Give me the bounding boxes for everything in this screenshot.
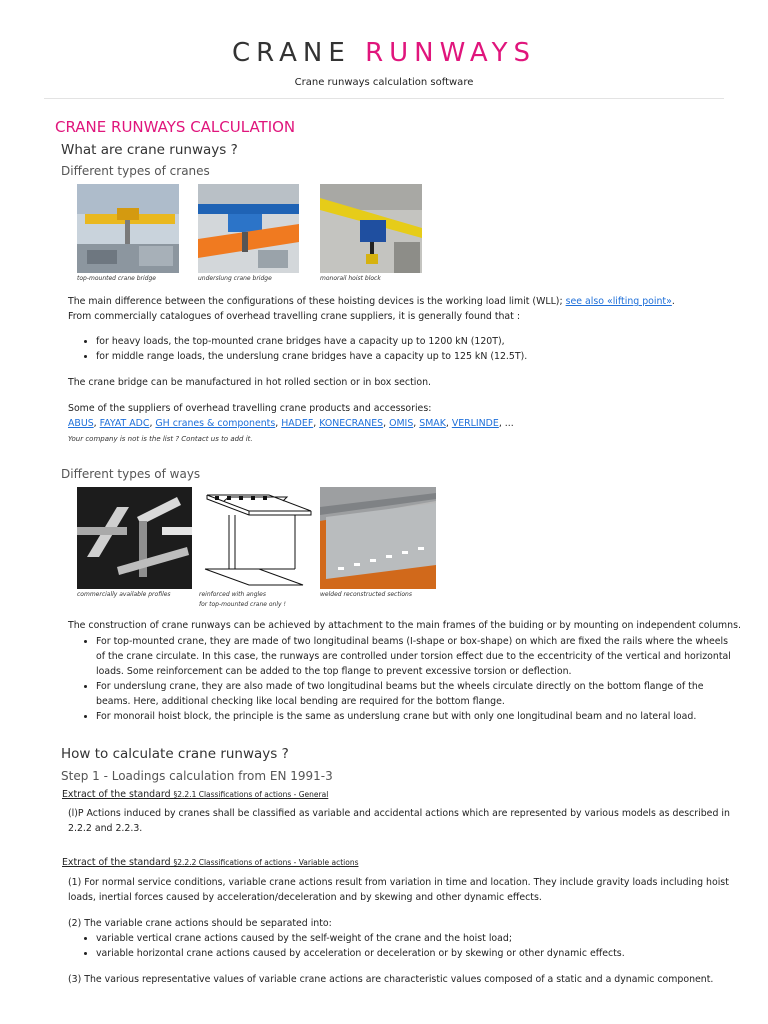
page-title: CRANE RUNWAYS CALCULATION — [55, 118, 296, 136]
step1-heading: Step 1 - Loadings calculation from EN 1991-3 — [61, 769, 333, 783]
logo-word-crane: CRANE — [231, 38, 351, 68]
supplier-link-konecranes[interactable]: KONECRANES — [319, 418, 384, 429]
site-header — [0, 0, 768, 88]
underslung-crane-photo — [198, 184, 299, 273]
extract2-paragraph-2: (2) The variable crane actions should be separated into: — [68, 918, 332, 929]
paragraph-suppliers: Some of the suppliers of overhead travelling crane products and accessories: — [68, 403, 432, 414]
runway-types-list — [68, 634, 736, 724]
supplier-link-smak[interactable]: SMAK — [419, 418, 446, 429]
reinforced-beam-drawing — [199, 487, 314, 589]
figure-caption: reinforced with angles — [199, 591, 266, 598]
paragraph-text: . — [671, 296, 675, 307]
monorail-hoist-photo — [320, 184, 422, 273]
figure-caption: top-mounted crane bridge — [77, 275, 156, 282]
top-mounted-crane-photo — [77, 184, 179, 273]
steel-profiles-photo — [77, 487, 192, 589]
subheading-crane-types: Different types of cranes — [61, 164, 210, 178]
figure-caption: welded reconstructed sections — [320, 591, 412, 598]
supplier-links: ABUS, FAYAT ADC, GH cranes & components, HADEF, KONECRANES, OMIS, SMAK, VERLINDE, ... — [68, 418, 514, 429]
supplier-link-omis[interactable]: OMIS — [389, 418, 414, 429]
list-item: • variable vertical crane actions caused by the self-weight of the crane and the hoist load; — [96, 931, 625, 946]
header-divider — [44, 98, 724, 99]
paragraph-manufacture: The crane bridge can be manufactured in hot rolled section or in box section. — [68, 377, 432, 388]
subheading-way-types: Different types of ways — [61, 467, 201, 481]
supplier-link-gh[interactable]: GH cranes & components — [155, 418, 276, 429]
crane-actions-list — [68, 931, 625, 961]
supplier-ellipsis: ... — [504, 418, 514, 429]
extract-label: Extract of the standard — [62, 857, 171, 868]
capacity-list — [68, 334, 527, 364]
list-item: • For monorail hoist block, the principle is the same as underslung crane but with only one longitudinal beam and no lateral load. — [96, 709, 736, 724]
extract2-heading — [62, 857, 358, 868]
extract2-paragraph-3: (3) The various representative values of variable crane actions are characteristic values composed of a static and a dynamic component. — [68, 974, 714, 985]
site-tagline: Crane runways calculation software — [294, 77, 474, 88]
figure-caption-note: for top-mounted crane only ! — [199, 601, 286, 608]
extract-reference: §2.2.1 Classifications of actions - General — [173, 790, 329, 799]
site-logo[interactable] — [0, 38, 768, 68]
figure-caption: underslung crane bridge — [198, 275, 272, 282]
extract1-text: (l)P Actions induced by cranes shall be classified as variable and accidental actions which are represented by various models as described in 2.2.2 and 2.2.3. — [68, 808, 730, 834]
welded-section-photo — [320, 487, 436, 589]
list-item: • For top-mounted crane, they are made of two longitudinal beams (I-shape or box-shape) on which are fixed the rails where the wheels of the crane circulate. In this case, the runways are controlled under torsion effect due to the eccentricity of the vertical and horizontal loads. Some reinforcement can be added to the top flange to prevent excessive torsion or deflection. — [96, 634, 736, 679]
supplier-link-verlinde[interactable]: VERLINDE — [451, 418, 499, 429]
section-heading-what: What are crane runways ? — [61, 142, 238, 158]
section-heading-how: How to calculate crane runways ? — [61, 746, 289, 762]
paragraph-construction: The construction of crane runways can be achieved by attachment to the main frames of the buiding or by mounting on independent columns. — [68, 620, 741, 631]
extract1-heading — [62, 789, 328, 800]
supplier-link-hadef[interactable]: HADEF — [281, 418, 314, 429]
company-note[interactable]: Your company is not is the list ? Contact us to add it. — [68, 435, 253, 443]
figure-caption: commercially available profiles — [77, 591, 171, 598]
extract-reference: §2.2.2 Classifications of actions - Variable actions — [173, 858, 359, 867]
list-item: • variable horizontal crane actions caused by acceleration or deceleration or by skewing or other dynamic effects. — [96, 946, 625, 961]
figure-caption: monorail hoist block — [320, 275, 381, 282]
list-item: • for middle range loads, the underslung crane bridges have a capacity up to 125 kN (12.5T). — [96, 349, 527, 364]
list-item: • For underslung crane, they are also made of two longitudinal beams but the wheels circulate directly on the bottom flange of the beams. Here, additional checking like local bending are required for the bottom flange. — [96, 679, 736, 709]
logo-word-runways: RUNWAYS — [365, 38, 537, 68]
supplier-link-abus[interactable]: ABUS — [68, 418, 94, 429]
paragraph-catalogues: From commercially catalogues of overhead travelling crane suppliers, it is generally found that : — [68, 311, 520, 322]
extract2-paragraph-1: (1) For normal service conditions, variable crane actions result from variation in time and location. They include gravity loads including hoist loads, inertial forces caused by acceleration/deceleration and by skewing and other dynamic effects. — [68, 877, 729, 903]
list-item: • for heavy loads, the top-mounted crane bridges have a capacity up to 1200 kN (120T), — [96, 334, 527, 349]
paragraph-text: The main difference between the configurations of these hoisting devices is the working load limit (WLL); — [68, 296, 566, 307]
extract-label: Extract of the standard — [62, 789, 171, 800]
paragraph-wll — [68, 294, 675, 309]
supplier-link-fayat[interactable]: FAYAT ADC — [99, 418, 150, 429]
lifting-point-link[interactable]: see also «lifting point» — [565, 296, 672, 307]
